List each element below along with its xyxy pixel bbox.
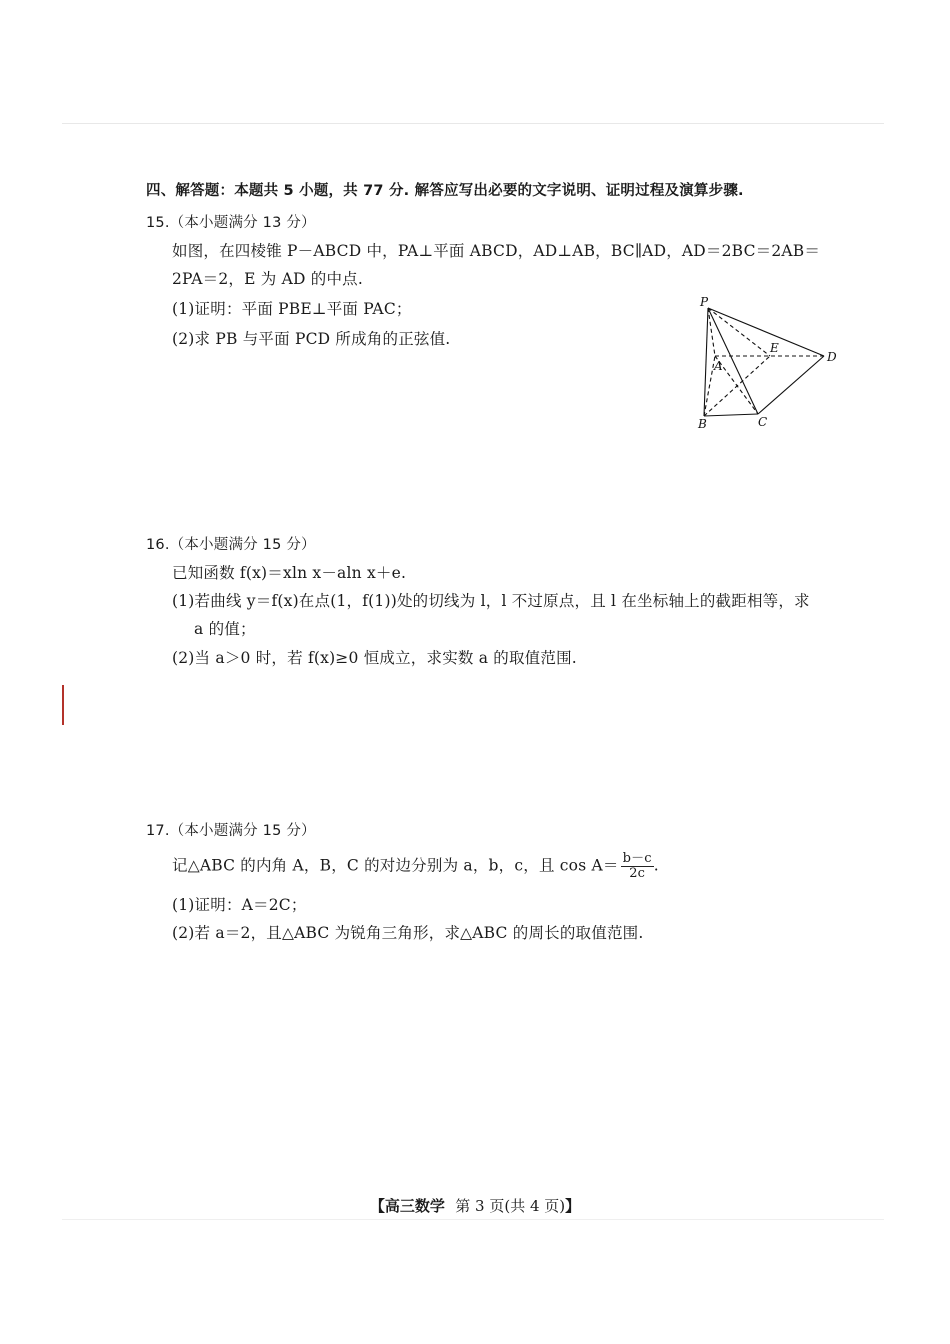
q16-part2: (2)当 a＞0 时，若 f(x)≥0 恒成立，求实数 a 的取值范围.: [172, 649, 577, 667]
footer-page-number: 第 3 页(共 4 页): [455, 1197, 566, 1215]
label-A: A: [714, 359, 723, 373]
binding-mark: [62, 685, 64, 725]
q15-part1: (1)证明：平面 PBE⊥平面 PAC；: [172, 300, 412, 318]
q16-part1-line1: (1)若曲线 y＝f(x)在点(1，f(1))处的切线为 l，l 不过原点，且 l 在坐标轴上的截距相等，求: [172, 592, 810, 610]
page-footer: [0, 1195, 950, 1216]
label-D: D: [827, 350, 837, 364]
fraction-denominator: 2c: [629, 866, 646, 881]
q15-part2: (2)求 PB 与平面 PCD 所成角的正弦值.: [172, 330, 451, 348]
pyramid-figure: [688, 290, 838, 430]
label-B: B: [698, 417, 707, 430]
q16-part1-line2: a 的值；: [194, 620, 256, 638]
section-header: 四、解答题：本题共 5 小题，共 77 分. 解答应写出必要的文字说明、证明过程及演算步骤.: [146, 183, 744, 199]
label-C: C: [758, 415, 768, 429]
q15-heading: 15.（本小题满分 13 分）: [146, 215, 316, 231]
q17-stem-text: 记△ABC 的内角 A，B，C 的对边分别为 a，b，c，且 cos A＝: [172, 856, 619, 875]
label-E: E: [770, 341, 779, 355]
q17-part1: (1)证明：A＝2C；: [172, 896, 307, 914]
cos-fraction: [621, 852, 654, 881]
footer-subject: 【高三数学: [369, 1197, 445, 1215]
q16-heading: 16.（本小题满分 15 分）: [146, 537, 316, 553]
q15-stem-line2: 2PA＝2，E 为 AD 的中点.: [172, 270, 363, 288]
q17-stem: [172, 852, 659, 881]
q17-heading: 17.（本小题满分 15 分）: [146, 823, 316, 839]
footer-close: 】: [565, 1197, 581, 1215]
label-P: P: [700, 295, 709, 309]
q17-stem-end: .: [653, 856, 659, 875]
q15-stem-line1: 如图，在四棱锥 P－ABCD 中，PA⊥平面 ABCD，AD⊥AB，BC∥AD，AD＝2BC＝2AB＝: [172, 242, 821, 260]
q16-stem: 已知函数 f(x)＝xln x－aln x＋e.: [172, 564, 407, 582]
fraction-numerator: b－c: [622, 851, 652, 866]
q17-part2: (2)若 a＝2，且△ABC 为锐角三角形，求△ABC 的周长的取值范围.: [172, 924, 644, 942]
